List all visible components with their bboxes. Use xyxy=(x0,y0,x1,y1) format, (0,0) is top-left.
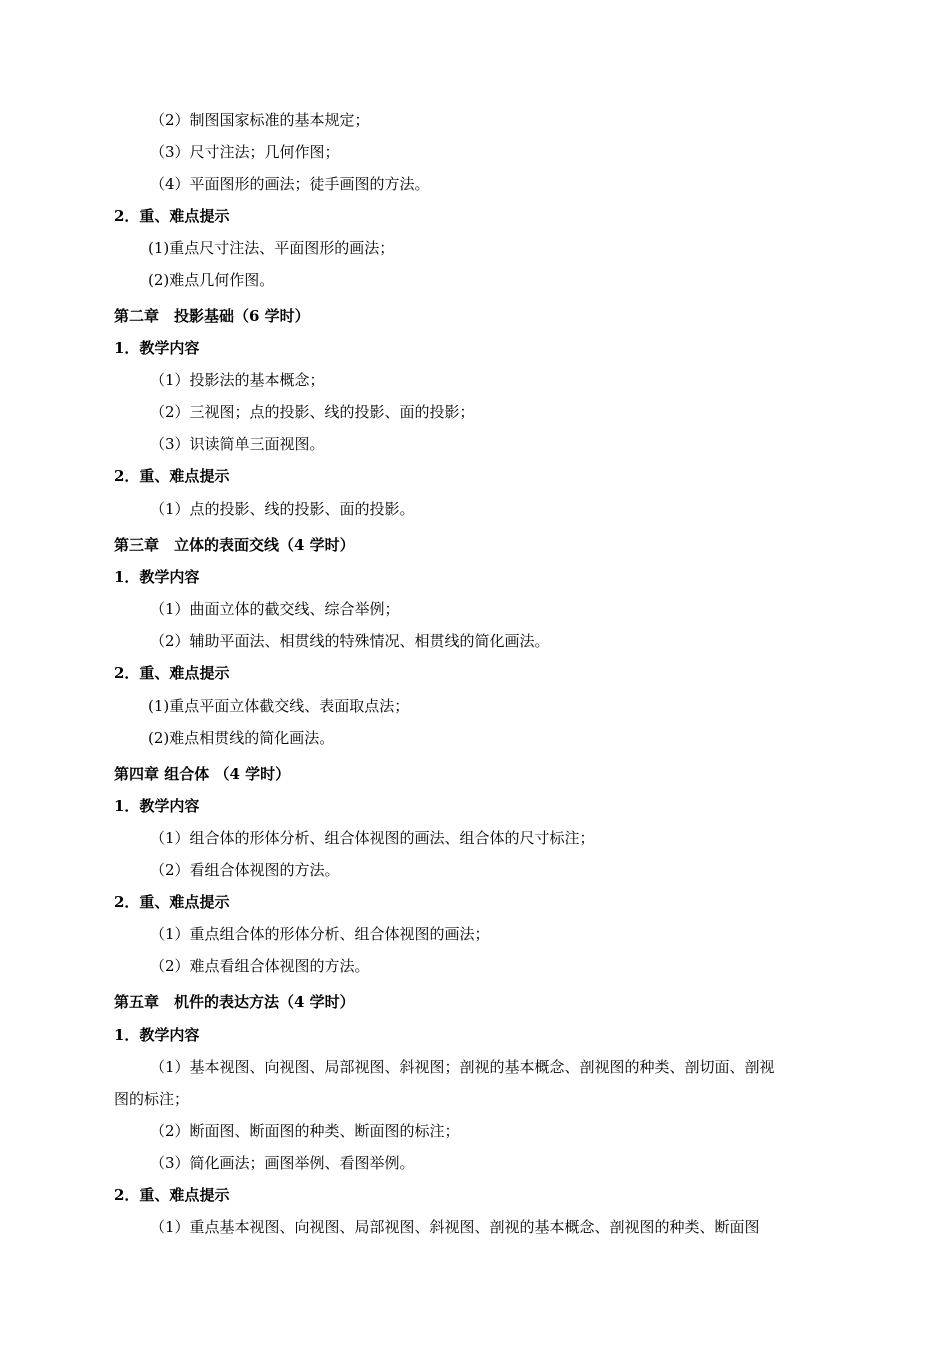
content-item: (1)重点尺寸注法、平面图形的画法； xyxy=(148,239,395,257)
section-heading: 1．教学内容 xyxy=(114,568,200,586)
content-item: （2）制图国家标准的基本规定； xyxy=(150,111,370,129)
section-heading: 2．重、难点提示 xyxy=(114,467,230,485)
content-item: （2）三视图；点的投影、线的投影、面的投影； xyxy=(150,403,475,421)
content-item: （1）重点基本视图、向视图、局部视图、斜视图、剖视的基本概念、剖视图的种类、断面图 xyxy=(150,1218,760,1236)
section-heading: 2．重、难点提示 xyxy=(114,207,230,225)
content-item: （1）重点组合体的形体分析、组合体视图的画法； xyxy=(150,925,490,943)
chapter-heading: 第三章 立体的表面交线（4 学时） xyxy=(114,536,355,554)
section-heading: 1．教学内容 xyxy=(114,797,200,815)
section-heading: 2．重、难点提示 xyxy=(114,893,230,911)
content-item: （1）基本视图、向视图、局部视图、斜视图；剖视的基本概念、剖视图的种类、剖切面、剖视 xyxy=(150,1058,775,1076)
content-item: (1)重点平面立体截交线、表面取点法； xyxy=(148,697,410,715)
content-item: （1）投影法的基本概念； xyxy=(150,371,325,389)
section-heading: 2．重、难点提示 xyxy=(114,1186,230,1204)
content-item: （2）辅助平面法、相贯线的特殊情况、相贯线的简化画法。 xyxy=(150,632,550,650)
content-item: （4）平面图形的画法；徒手画图的方法。 xyxy=(150,175,430,193)
section-heading: 1．教学内容 xyxy=(114,339,200,357)
content-item: （3）简化画法；画图举例、看图举例。 xyxy=(150,1154,415,1172)
content-item: （3）尺寸注法；几何作图； xyxy=(150,143,340,161)
content-item: （1）点的投影、线的投影、面的投影。 xyxy=(150,500,415,518)
chapter-heading: 第四章 组合体 （4 学时） xyxy=(114,765,291,783)
content-item: （2）难点看组合体视图的方法。 xyxy=(150,957,370,975)
content-item: （1）组合体的形体分析、组合体视图的画法、组合体的尺寸标注； xyxy=(150,829,595,847)
chapter-heading: 第二章 投影基础（6 学时） xyxy=(114,307,310,325)
section-heading: 1．教学内容 xyxy=(114,1026,200,1044)
content-item: (2)难点相贯线的简化画法。 xyxy=(148,729,335,747)
content-item: （3）识读简单三面视图。 xyxy=(150,435,325,453)
content-item: （2）断面图、断面图的种类、断面图的标注； xyxy=(150,1122,460,1140)
content-item: (2)难点几何作图。 xyxy=(148,271,275,289)
section-heading: 2．重、难点提示 xyxy=(114,664,230,682)
content-item: （1）曲面立体的截交线、综合举例； xyxy=(150,600,400,618)
content-item: （2）看组合体视图的方法。 xyxy=(150,861,340,879)
chapter-heading: 第五章 机件的表达方法（4 学时） xyxy=(114,993,355,1011)
content-item-continued: 图的标注； xyxy=(114,1090,190,1108)
